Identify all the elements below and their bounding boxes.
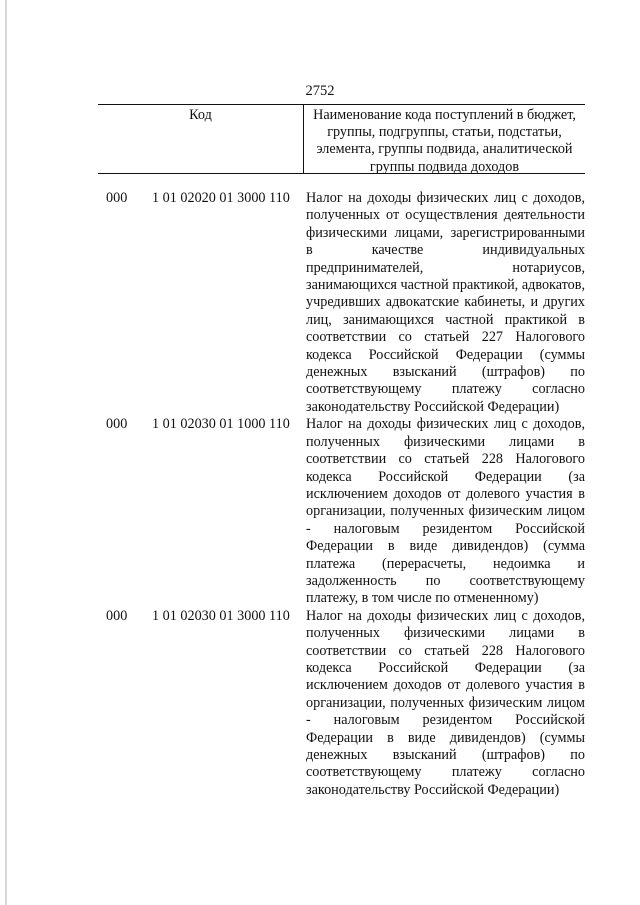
table-row — [106, 416, 586, 607]
table-row — [106, 190, 586, 416]
page-number: 2752 — [305, 83, 335, 99]
admin-code: 000 — [106, 416, 128, 433]
revenue-name: Налог на доходы физических лиц с доходов, полученных от осуществления деятельности физическими лицами, зарегистрированными в качестве индивидуальных предпринимателей, нотариусов, занимающихся частной практикой, адвокатов, учредивших адвокатские кабинеты, и других лиц, занимающихся частной практикой в соответствии со статьей 227 Налогового кодекса Российской Федерации (суммы денежных взысканий (штрафов) по соответствующему платежу согласно законодательству Российской Федерации) — [306, 190, 585, 415]
header-code-cell: Код — [98, 105, 304, 173]
scan-edge — [5, 0, 7, 905]
revenue-name: Налог на доходы физических лиц с доходов, полученных физическими лицами в соответствии со статьей 228 Налогового кодекса Российской Федерации (за исключением доходов от долевого участия в организации, полученных физическим лицом - налоговым резидентом Российской Федерации в виде дивидендов) (суммы денежных взысканий (штрафов) по соответствующему платежу согласно законодательству Российской Федерации) — [306, 607, 585, 798]
revenue-name: Налог на доходы физических лиц с доходов, полученных физическими лицами в соответствии со статьей 228 Налогового кодекса Российской Федерации (за исключением доходов от долевого участия в организации, полученных физическим лицом - налоговым резидентом Российской Федерации в виде дивидендов) (сумма платежа (перерасчеты, недоимка и задолженность по соответствующему платежу, в том числе по отмененному) — [306, 416, 585, 607]
table-row — [106, 608, 586, 799]
revenue-code: 1 01 02030 01 1000 110 — [152, 416, 290, 433]
admin-code: 000 — [106, 607, 128, 624]
header-name-cell: Наименование кода поступлений в бюджет, группы, подгруппы, статьи, подстатьи, элемента, группы подвида, аналитической группы подвида доходов — [313, 107, 576, 175]
revenue-code: 1 01 02020 01 3000 110 — [152, 190, 290, 206]
table-header — [98, 104, 585, 174]
table-body — [106, 190, 586, 799]
admin-code: 000 — [106, 190, 128, 206]
revenue-code: 1 01 02030 01 3000 110 — [152, 607, 290, 624]
